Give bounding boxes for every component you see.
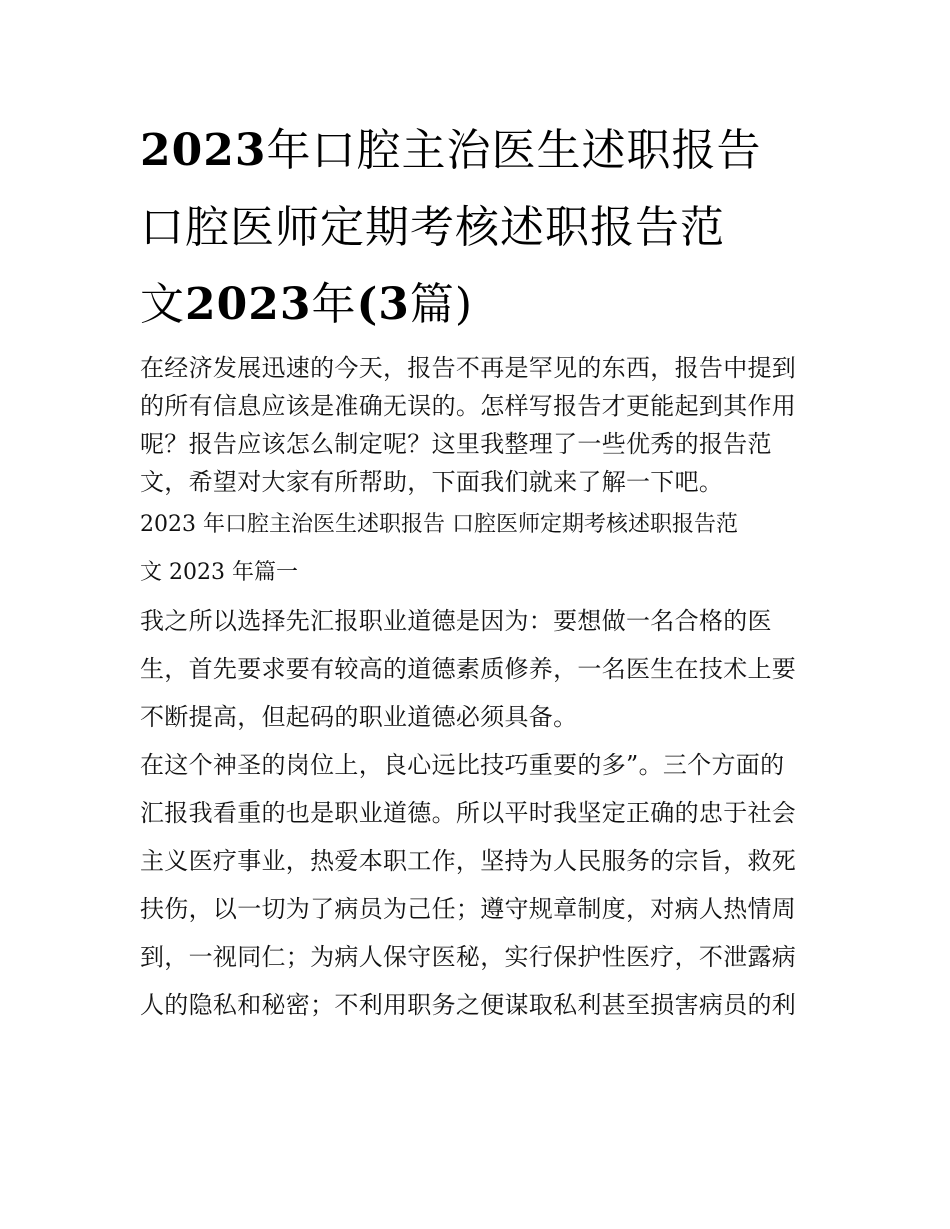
title-line bbox=[140, 112, 812, 189]
text-line: 汇报我看重的也是职业道德。所以平时我坚定正确的忠于社会 bbox=[140, 799, 797, 827]
title-segment: 口腔医师定期考核述职报告范 bbox=[140, 202, 725, 253]
text-line: 扶伤，以一切为了病员为己任；遵守规章制度，对病人热情周 bbox=[140, 895, 797, 923]
text-line: 的所有信息应该是准确无误的。怎样写报告才更能起到其作用 bbox=[140, 392, 797, 420]
document-body bbox=[140, 112, 812, 1029]
text-line: 呢？报告应该怎么制定呢？这里我整理了一些优秀的报告范 bbox=[140, 430, 772, 458]
text-line: 不断提高，但起码的职业道德必须具备。 bbox=[140, 703, 578, 731]
text-line: 生，首先要求要有较高的道德素质修养，一名医生在技术上要 bbox=[140, 655, 797, 683]
text-line: 我之所以选择先汇报职业道德是因为：要想做一名合格的医 bbox=[140, 607, 772, 635]
body-paragraph bbox=[140, 597, 812, 741]
text-line: 2023 年口腔主治医生述职报告 口腔医师定期考核述职报告范 bbox=[140, 512, 738, 537]
intro-paragraph bbox=[140, 349, 812, 501]
text-line: 在这个神圣的岗位上，良心远比技巧重要的多”。三个方面的 bbox=[140, 751, 785, 779]
title-line bbox=[140, 266, 812, 343]
title-segment: 年口腔主治医生述职报告 bbox=[266, 125, 762, 176]
title-segment: 文 bbox=[140, 279, 185, 330]
title-segment: 年 bbox=[311, 279, 357, 330]
text-line: 到，一视同仁；为病人保守医秘，实行保护性医疗，不泄露病 bbox=[140, 943, 797, 971]
text-line: 文，希望对大家有所帮助，下面我们就来了解一下吧。 bbox=[140, 468, 724, 496]
text-line: 文 2023 年篇一 bbox=[140, 560, 298, 585]
body-paragraph bbox=[140, 741, 812, 1029]
document-title bbox=[140, 112, 812, 343]
title-segment: 篇) bbox=[409, 279, 474, 330]
section-heading bbox=[140, 501, 812, 597]
text-line: 人的隐私和秘密；不利用职务之便谋取私利甚至损害病员的利 bbox=[140, 991, 797, 1019]
document-text bbox=[140, 349, 812, 1029]
title-line bbox=[140, 189, 812, 266]
text-line: 主义医疗事业，热爱本职工作，坚持为人民服务的宗旨，救死 bbox=[140, 847, 797, 875]
title-segment: (3 bbox=[356, 279, 410, 330]
title-segment: 2023 bbox=[140, 125, 267, 176]
text-line: 在经济发展迅速的今天，报告不再是罕见的东西，报告中提到 bbox=[140, 354, 797, 382]
title-segment: 2023 bbox=[185, 279, 312, 330]
